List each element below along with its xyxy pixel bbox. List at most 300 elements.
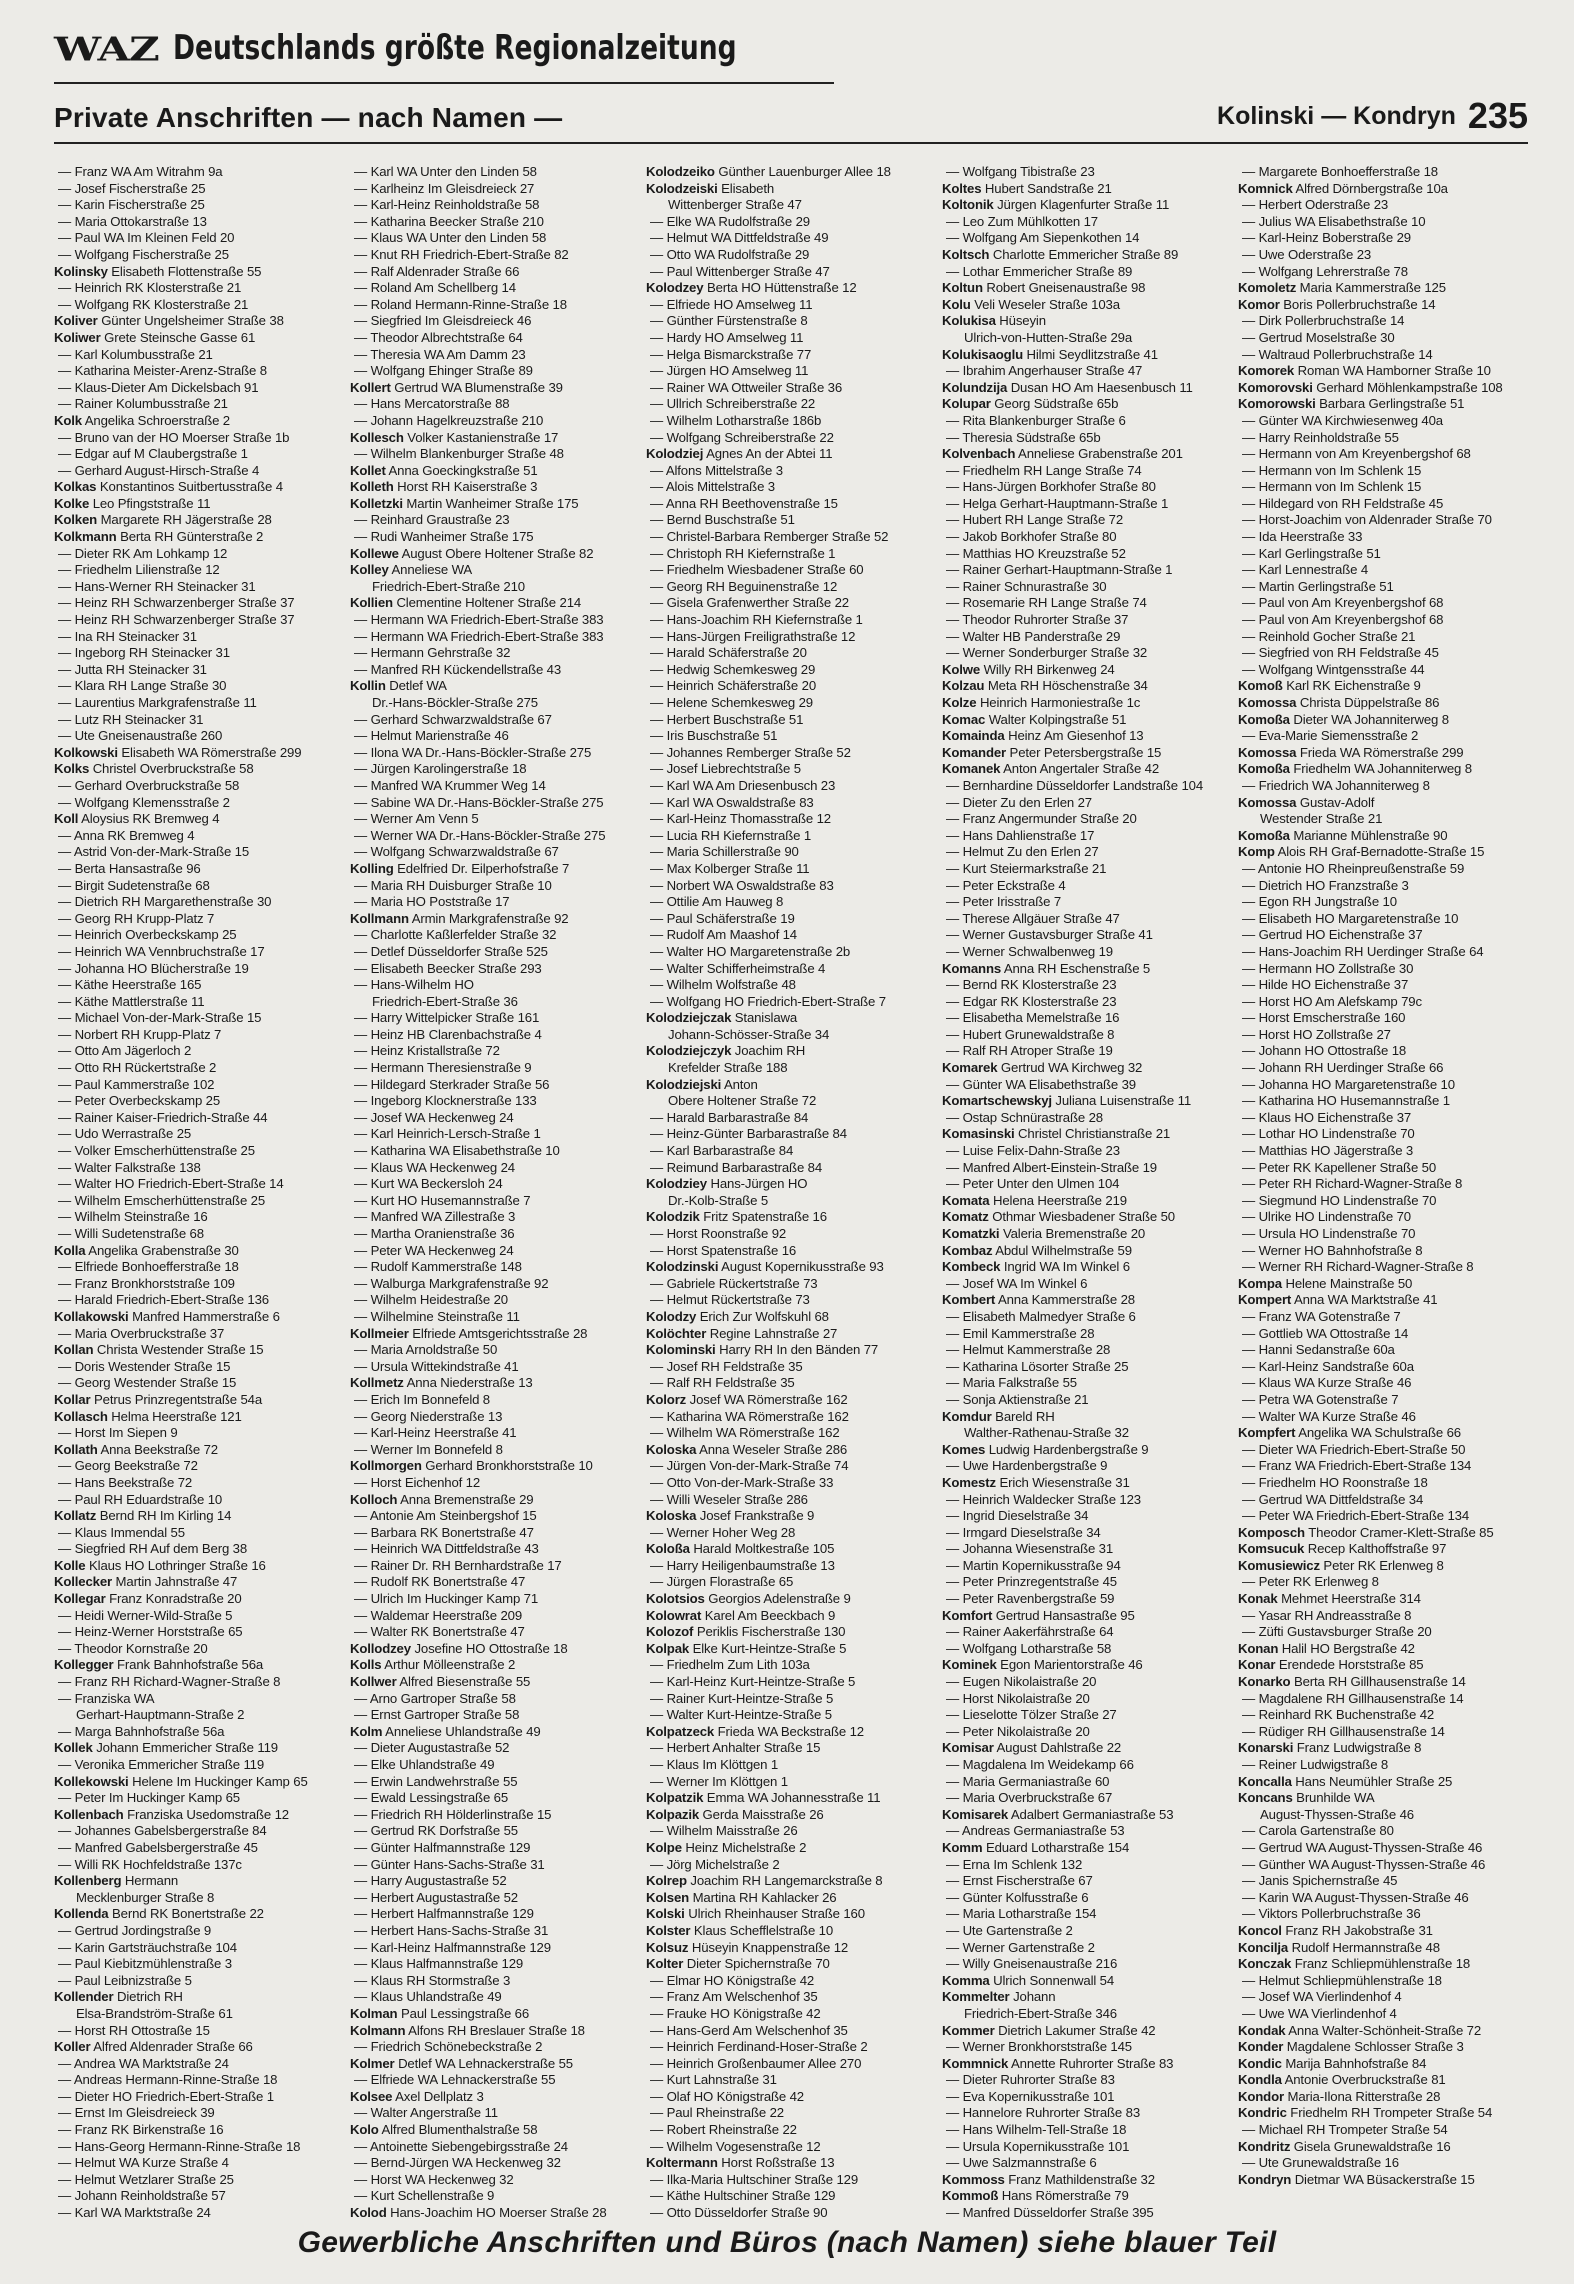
- listing-entry: [54, 1574, 344, 1591]
- listing-entry: — Barbara RK Bonertstraße 47: [350, 1525, 640, 1542]
- listing-entry: [350, 463, 640, 480]
- listing-entry: [646, 1176, 936, 1193]
- listing-entry: — Hermann Gehrstraße 32: [350, 645, 640, 662]
- listing-entry: — Rainer Kurt-Heintze-Straße 5: [646, 1691, 936, 1708]
- surname: Kolks: [54, 761, 90, 777]
- listing-entry: — Hildegard von RH Feldstraße 45: [1238, 496, 1528, 513]
- listing-entry: [350, 1492, 640, 1509]
- listing-entry: [942, 662, 1232, 679]
- entry-detail: Martina RH Kahlacker 26: [692, 1889, 837, 1905]
- listing-entry: [54, 1873, 344, 1890]
- listing-entry: — Dieter Augustastraße 52: [350, 1740, 640, 1757]
- listing-entry: — Franz WA Gotenstraße 7: [1238, 1309, 1528, 1326]
- listing-entry: — Wolfgang RK Klosterstraße 21: [54, 297, 344, 314]
- entry-detail: Franziska Usedomstraße 12: [127, 1806, 289, 1822]
- listing-entry: — Horst HO Am Alefskamp 79c: [1238, 994, 1528, 1011]
- listing-entry: — Harald Barbarastraße 84: [646, 1110, 936, 1127]
- listing-entry: — Johanna HO Margaretenstraße 10: [1238, 1077, 1528, 1094]
- entry-detail: Josef Frankstraße 9: [699, 1508, 815, 1524]
- listing-entry: [646, 181, 936, 198]
- listing-entry: — Helmut Rückertstraße 73: [646, 1292, 936, 1309]
- listing-entry: — Klaus-Dieter Am Dickelsbach 91: [54, 380, 344, 397]
- surname: Komp: [1238, 844, 1275, 860]
- listing-entry: — Helene Schemkesweg 29: [646, 695, 936, 712]
- listing-entry: — Günter WA Kirchwiesenweg 40a: [1238, 413, 1528, 430]
- listing-entry: [646, 1392, 936, 1409]
- listing-entry: — Bernd RK Klosterstraße 23: [942, 977, 1232, 994]
- listing-entry: [942, 1442, 1232, 1459]
- listing-entry: — Magdalene RH Gillhausenstraße 14: [1238, 1691, 1528, 1708]
- listing-entry: — Karl WA Oswaldstraße 83: [646, 795, 936, 812]
- listing-entry: — Maria RH Duisburger Straße 10: [350, 878, 640, 895]
- surname: Koloska: [646, 1441, 697, 1457]
- listing-entry: [646, 1608, 936, 1625]
- surname: Kollakowski: [54, 1308, 129, 1324]
- listing-entry: — Hans-Werner RH Steinacker 31: [54, 579, 344, 596]
- listing-entry: — Hannelore Ruhrorter Straße 83: [942, 2105, 1232, 2122]
- listing-entry: — Ralf Aldenrader Straße 66: [350, 264, 640, 281]
- listing-entry: — Johannes Gabelsbergerstraße 84: [54, 1823, 344, 1840]
- listing-entry: — Willi RK Hochfeldstraße 137c: [54, 1857, 344, 1874]
- listing-entry: [54, 479, 344, 496]
- listing-entry: [54, 496, 344, 513]
- entry-detail: Anna Walter-Schönheit-Straße 72: [1288, 2022, 1482, 2038]
- listing-entry: — Harald Schäferstraße 20: [646, 645, 936, 662]
- listing-entry: — Horst-Joachim von Aldenrader Straße 70: [1238, 512, 1528, 529]
- listing-entry: — Friedhelm Zum Lith 103a: [646, 1657, 936, 1674]
- entry-detail: Marianne Mühlenstraße 90: [1293, 827, 1448, 843]
- surname: Konak: [1238, 1591, 1278, 1607]
- listing-entry: — Waldemar Heerstraße 209: [350, 1608, 640, 1625]
- listing-entry: — Peter WA Heckenweg 24: [350, 1243, 640, 1260]
- listing-entry: [1238, 678, 1528, 695]
- listing-entry: — Bernd-Jürgen WA Heckenweg 32: [350, 2155, 640, 2172]
- listing-entry: — Gertrud Moselstraße 30: [1238, 330, 1528, 347]
- listing-entry: — Helmut Wetzlarer Straße 25: [54, 2172, 344, 2189]
- listing-entry: [942, 1292, 1232, 1309]
- listing-entry: — Hans-Joachim RH Kiefernstraße 1: [646, 612, 936, 629]
- listing-column-1: [54, 164, 344, 2221]
- listing-entry: — Paul RH Eduardstraße 10: [54, 1492, 344, 1509]
- surname: Kolmann: [350, 2022, 406, 2038]
- listing-entry: [646, 1840, 936, 1857]
- listing-entry: [350, 2006, 640, 2023]
- listing-entry: — Franz RH Richard-Wagner-Straße 8: [54, 1674, 344, 1691]
- listing-entry: — Ina RH Steinacker 31: [54, 629, 344, 646]
- surname: Kolod: [350, 2205, 387, 2221]
- listing-entry: [1238, 1425, 1528, 1442]
- surname: Kolotsios: [646, 1591, 705, 1607]
- surname: Komorek: [1238, 363, 1295, 379]
- listing-entry: — Katharina WA Römerstraße 162: [646, 1409, 936, 1426]
- listing-entry: — Karlheinz Im Gleisdreieck 27: [350, 181, 640, 198]
- listing-entry: — Erwin Landwehrstraße 55: [350, 1774, 640, 1791]
- entry-detail: Mehmet Heerstraße 314: [1281, 1591, 1421, 1607]
- surname: Kolle: [54, 1557, 86, 1573]
- listing-entry: [646, 1906, 936, 1923]
- listing-entry: — Ernst Gartroper Straße 58: [350, 1707, 640, 1724]
- listing-entry: — Ilka-Maria Hultschiner Straße 129: [646, 2172, 936, 2189]
- listing-entry: — Heinrich Schäferstraße 20: [646, 678, 936, 695]
- surname: Kolzau: [942, 678, 985, 694]
- listing-entry: — Harry Wittelpicker Straße 161: [350, 1010, 640, 1027]
- listing-entry: [350, 1674, 640, 1691]
- listing-entry: — Rainer Schnurastraße 30: [942, 579, 1232, 596]
- entry-detail: Anna Bremenstraße 29: [400, 1491, 534, 1507]
- listing-entry: — Manfred Düsseldorfer Straße 395: [942, 2205, 1232, 2222]
- listing-entry: — Christel-Barbara Remberger Straße 52: [646, 529, 936, 546]
- listing-entry: [1238, 795, 1528, 812]
- surname: Kollwer: [350, 1674, 397, 1690]
- listing-entry: — Karl Barbarastraße 84: [646, 1143, 936, 1160]
- listing-entry: [942, 2056, 1232, 2073]
- surname: Kolmer: [350, 2055, 395, 2071]
- listing-entry: [646, 1077, 936, 1094]
- listing-entry: — Katharina Lösorter Straße 25: [942, 1359, 1232, 1376]
- listing-entry: [1238, 280, 1528, 297]
- entry-detail: Axel Dellplatz 3: [395, 2088, 484, 2104]
- entry-detail: Christel Christianstraße 21: [1018, 1126, 1171, 1142]
- listing-entry: — Hans-Georg Hermann-Rinne-Straße 18: [54, 2139, 344, 2156]
- surname: Kollmetz: [350, 1375, 404, 1391]
- listing-entry: [1238, 712, 1528, 729]
- surname: Komander: [942, 744, 1007, 760]
- surname: Koltun: [942, 280, 983, 296]
- listing-entry: — Heinz Kristallstraße 72: [350, 1043, 640, 1060]
- listing-entry: — Petra WA Gotenstraße 7: [1238, 1392, 1528, 1409]
- entry-detail: Anna Goeckingkstraße 51: [388, 462, 538, 478]
- listing-entry: [1238, 2089, 1528, 2106]
- surname: Kompa: [1238, 1275, 1282, 1291]
- listing-entry: — Ulrike HO Lindenstraße 70: [1238, 1209, 1528, 1226]
- listing-entry: [1238, 1292, 1528, 1309]
- listing-entry: — Peter Unter den Ulmen 104: [942, 1176, 1232, 1193]
- listing-entry: [646, 1259, 936, 1276]
- listing-entry: [350, 1641, 640, 1658]
- entry-detail: Günter Ungelsheimer Straße 38: [101, 313, 284, 329]
- listing-entry: — Peter RH Richard-Wagner-Straße 8: [1238, 1176, 1528, 1193]
- listing-entry: [54, 2039, 344, 2056]
- listing-entry: — Maria Schillerstraße 90: [646, 844, 936, 861]
- entry-detail: Helma Heerstraße 121: [111, 1408, 242, 1424]
- entry-detail: Alois RH Graf-Bernadotte-Straße 15: [1277, 844, 1485, 860]
- entry-detail: Abdul Wilhelmstraße 59: [995, 1242, 1132, 1258]
- surname: Kollek: [54, 1740, 93, 1756]
- surname: Kollar: [54, 1391, 91, 1407]
- listing-entry: [646, 446, 936, 463]
- surname: Kolkowski: [54, 744, 118, 760]
- surname: Kolodziejczak: [646, 1010, 732, 1026]
- listing-entry: — Züfti Gustavsburger Straße 20: [1238, 1624, 1528, 1641]
- entry-detail: Edelfried Dr. Eilperhofstraße 7: [397, 860, 570, 876]
- surname: Kolley: [350, 562, 389, 578]
- listing-entry: — Heinrich Overbeckskamp 25: [54, 927, 344, 944]
- listing-entry: [1238, 2056, 1528, 2073]
- listing-entry: — Karin Gartsträuchstraße 104: [54, 1940, 344, 1957]
- listing-entry: — Herbert Anhalter Straße 15: [646, 1740, 936, 1757]
- entry-detail: Angelika Schroerstraße 2: [84, 412, 230, 428]
- surname: Kolski: [646, 1906, 685, 1922]
- listing-entry: Friedrich-Ebert-Straße 210: [372, 578, 525, 594]
- listing-entry: — Uwe Salzmannstraße 6: [942, 2155, 1232, 2172]
- surname: Kolodziey: [646, 1176, 707, 1192]
- surname: Kolo: [350, 2122, 379, 2138]
- entry-detail: Dusan HO Am Haesenbusch 11: [1010, 379, 1193, 395]
- entry-detail: Hans Neumühler Straße 25: [1295, 1773, 1453, 1789]
- entry-detail: Erich Zur Wolfskuhl 68: [699, 1308, 829, 1324]
- surname: Kolodzeiko: [646, 164, 715, 179]
- listing-entry: — Walter Falkstraße 138: [54, 1160, 344, 1177]
- listing-entry: — Lieselotte Tölzer Straße 27: [942, 1707, 1232, 1724]
- listing-entry: — Otto Düsseldorfer Straße 90: [646, 2205, 936, 2222]
- entry-detail: Veli Weseler Straße 103a: [974, 296, 1120, 312]
- listing-entry: [1238, 828, 1528, 845]
- listing-entry: — Jürgen Florastraße 65: [646, 1574, 936, 1591]
- listing-entry: [1238, 1790, 1528, 1807]
- listing-entry: — Hans-Wilhelm HO: [350, 977, 640, 994]
- listing-entry: — Knut RH Friedrich-Ebert-Straße 82: [350, 247, 640, 264]
- listing-entry: — Lothar Emmericher Straße 89: [942, 264, 1232, 281]
- entry-detail: Johann: [1013, 1989, 1056, 2005]
- entry-detail: Harry RH In den Bänden 77: [719, 1342, 879, 1358]
- listing-entry: Dr.-Kolb-Straße 5: [668, 1192, 769, 1208]
- surname: Konder: [1238, 2039, 1284, 2055]
- listing-entry: — Heinz HB Clarenbachstraße 4: [350, 1027, 640, 1044]
- listing-entry: [1238, 181, 1528, 198]
- listing-entry: — Olaf HO Königstraße 42: [646, 2089, 936, 2106]
- surname: Kompert: [1238, 1292, 1292, 1308]
- listing-entry: — Maria Lotharstraße 154: [942, 1906, 1232, 1923]
- entry-detail: Ingrid WA Im Winkel 6: [1003, 1259, 1130, 1275]
- listing-entry: — Rainer Aakerfährstraße 64: [942, 1624, 1232, 1641]
- listing-entry: [350, 496, 640, 513]
- listing-entry: [646, 1890, 936, 1907]
- listing-entry: — Peter RK Erlenweg 8: [1238, 1574, 1528, 1591]
- surname: Koltsch: [942, 246, 990, 262]
- listing-entry: — Ostap Schnürastraße 28: [942, 1110, 1232, 1127]
- listing-entry: — Karl Kolumbusstraße 21: [54, 347, 344, 364]
- entry-detail: Günther Lauenburger Allee 18: [718, 164, 891, 179]
- listing-entry: [54, 1392, 344, 1409]
- listing-entry: [54, 1508, 344, 1525]
- listing-entry: — Herbert Augustastraße 52: [350, 1890, 640, 1907]
- listing-entry: — Elke WA Rudolfstraße 29: [646, 214, 936, 231]
- entry-detail: Georg Südstraße 65b: [994, 396, 1119, 412]
- surname: Komsucuk: [1238, 1541, 1305, 1557]
- listing-entry: [1238, 761, 1528, 778]
- listing-entry: [942, 396, 1232, 413]
- listing-entry: — Gertrud RK Dorfstraße 55: [350, 1823, 640, 1840]
- entry-detail: Karel Am Beeckbach 9: [704, 1607, 836, 1623]
- listing-entry: — Walter HO Margaretenstraße 2b: [646, 944, 936, 961]
- surname: Komm: [942, 1839, 983, 1855]
- masthead-rule: [54, 82, 834, 84]
- entry-detail: Maria-Ilona Ritterstraße 28: [1287, 2088, 1441, 2104]
- listing-entry: Mecklenburger Straße 8: [76, 1889, 215, 1905]
- listing-entry: [54, 1740, 344, 1757]
- listing-entry: — Emil Kammerstraße 28: [942, 1326, 1232, 1343]
- listing-entry: — Wilhelm Heidestraße 20: [350, 1292, 640, 1309]
- entry-detail: Hubert Sandstraße 21: [984, 180, 1112, 196]
- surname: Kollath: [54, 1441, 98, 1457]
- listing-entry: — Paul Schäferstraße 19: [646, 911, 936, 928]
- entry-detail: Jürgen Klagenfurter Straße 11: [997, 197, 1170, 213]
- listing-entry: — Ullrich Schreiberstraße 22: [646, 396, 936, 413]
- listing-entry: [646, 1442, 936, 1459]
- listing-entry: [942, 1226, 1232, 1243]
- listing-entry: — Norbert RH Krupp-Platz 7: [54, 1027, 344, 1044]
- listing-entry: — Hardy HO Amselweg 11: [646, 330, 936, 347]
- listing-entry: — Peter RK Kapellener Straße 50: [1238, 1160, 1528, 1177]
- listing-entry: [350, 2056, 640, 2073]
- listing-entry: — Georg Beekstraße 72: [54, 1458, 344, 1475]
- entry-detail: Stanislawa: [734, 1010, 798, 1026]
- surname: Kolundzija: [942, 379, 1008, 395]
- entry-detail: Aloysius RK Bremweg 4: [81, 811, 220, 827]
- listing-entry: [350, 479, 640, 496]
- surname: Komoß: [1238, 678, 1283, 694]
- surname: Kolominski: [646, 1342, 716, 1358]
- entry-detail: Anna Kammerstraße 28: [997, 1292, 1135, 1308]
- entry-detail: Karl RK Eichenstraße 9: [1286, 678, 1421, 694]
- listing-entry: — Horst Roonstraße 92: [646, 1226, 936, 1243]
- listing-entry: — Heinrich Ferdinand-Hoser-Straße 2: [646, 2039, 936, 2056]
- listing-entry: — Gottlieb WA Ottostraße 14: [1238, 1326, 1528, 1343]
- listing-entry: [54, 811, 344, 828]
- listing-entry: — Günter Kolfusstraße 6: [942, 1890, 1232, 1907]
- listing-entry: — Friedrich Schönebeckstraße 2: [350, 2039, 640, 2056]
- listing-entry: [942, 1840, 1232, 1857]
- listing-entry: — Manfred Gabelsbergerstraße 45: [54, 1840, 344, 1857]
- entry-detail: Bernd RH Im Kirling 14: [99, 1508, 232, 1524]
- listing-entry: — Walter Kurt-Heintze-Straße 5: [646, 1707, 936, 1724]
- listing-entry: — Ernst Fischerstraße 67: [942, 1873, 1232, 1890]
- listing-entry: — Wolfgang Lotharstraße 58: [942, 1641, 1232, 1658]
- listing-entry: [1238, 2172, 1528, 2189]
- listing-entry: — Hedwig Schemkesweg 29: [646, 662, 936, 679]
- listing-entry: Krefelder Straße 188: [668, 1060, 788, 1076]
- listing-entry: — Marga Bahnhofstraße 56a: [54, 1724, 344, 1741]
- surname: Komarek: [942, 1060, 998, 1076]
- entry-detail: Anneliese Uhlandstraße 49: [385, 1723, 541, 1739]
- surname: Kommoß: [942, 2188, 999, 2204]
- entry-detail: Hans-Joachim HO Moerser Straße 28: [390, 2205, 607, 2221]
- listing-entry: [646, 1923, 936, 1940]
- entry-detail: Bernd RK Bonertstraße 22: [112, 1906, 264, 1922]
- listing-entry: — Veronika Emmericher Straße 119: [54, 1757, 344, 1774]
- listing-entry: [350, 1657, 640, 1674]
- listing-entry: — Friedhelm RH Lange Straße 74: [942, 463, 1232, 480]
- listing-entry: [942, 1243, 1232, 1260]
- entry-detail: Gerhard Möhlenkampstraße 108: [1316, 379, 1503, 395]
- listing-entry: — Sabine WA Dr.-Hans-Böckler-Straße 275: [350, 795, 640, 812]
- listing-entry: — Margarete Bonhoefferstraße 18: [1238, 164, 1528, 181]
- entry-detail: Annette Ruhrorter Straße 83: [1011, 2055, 1174, 2071]
- listing-entry: — Erna Im Schlenk 132: [942, 1857, 1232, 1874]
- listing-entry: — Paul von Am Kreyenbergshof 68: [1238, 612, 1528, 629]
- listing-entry: — Wolfgang Ehinger Straße 89: [350, 363, 640, 380]
- listing-entry: [942, 1193, 1232, 1210]
- entry-detail: Franz Konradstraße 20: [109, 1591, 242, 1607]
- entry-detail: Martin Wanheimer Straße 175: [406, 495, 579, 511]
- listing-entry: — Christoph RH Kiefernstraße 1: [646, 546, 936, 563]
- listing-entry: — Max Kolberger Straße 11: [646, 861, 936, 878]
- listing-entry: [646, 1508, 936, 1525]
- listing-entry: — Matthias HO Jägerstraße 3: [1238, 1143, 1528, 1160]
- listing-entry: [942, 2023, 1232, 2040]
- surname: Kolling: [350, 860, 394, 876]
- listing-entry: [1238, 1740, 1528, 1757]
- section-title: Private Anschriften — nach Namen —: [54, 102, 563, 133]
- entry-detail: Meta RH Höschenstraße 34: [987, 678, 1148, 694]
- surname: Komoßa: [1238, 761, 1290, 777]
- surname: Kolvenbach: [942, 446, 1016, 462]
- listing-entry: [942, 1740, 1232, 1757]
- listing-entry: — Ilona WA Dr.-Hans-Böckler-Straße 275: [350, 745, 640, 762]
- listing-entry: [1238, 1558, 1528, 1575]
- listing-entry: — Franz WA Am Witrahm 9a: [54, 164, 344, 181]
- entry-detail: Dietmar WA Büsackerstraße 15: [1294, 2171, 1475, 2187]
- entry-detail: Paul Lessingstraße 66: [400, 2005, 530, 2021]
- listing-entry: — Lutz RH Steinacker 31: [54, 712, 344, 729]
- listing-entry: [54, 1657, 344, 1674]
- listing-entry: — Käthe Heerstraße 165: [54, 977, 344, 994]
- listing-entry: — Johann Reinholdstraße 57: [54, 2188, 344, 2205]
- listing-entry: — Friedhelm HO Roonstraße 18: [1238, 1475, 1528, 1492]
- listing-entry: — Gabriele Rückertstraße 73: [646, 1276, 936, 1293]
- entry-detail: Hermann: [124, 1873, 179, 1889]
- listing-entry: — Otto Am Jägerloch 2: [54, 1043, 344, 1060]
- listing-entry: — Manfred WA Krummer Weg 14: [350, 778, 640, 795]
- entry-detail: Frank Bahnhofstraße 56a: [116, 1657, 264, 1673]
- listing-entry: — Georg Westender Straße 15: [54, 1375, 344, 1392]
- entry-detail: Franz RH Jakobstraße 31: [1285, 1922, 1433, 1938]
- listing-entry: — Wolfgang Wintgensstraße 44: [1238, 662, 1528, 679]
- listing-entry: — Josef Liebrechtstraße 5: [646, 761, 936, 778]
- surname: Kolorz: [646, 1391, 687, 1407]
- listing-entry: — Elfriede WA Lehnackerstraße 55: [350, 2072, 640, 2089]
- entry-detail: Berta HO Hüttenstraße 12: [706, 280, 857, 296]
- entry-detail: Clementine Holtener Straße 214: [396, 595, 582, 611]
- listing-entry: [54, 1591, 344, 1608]
- listing-entry: — Elisabeth Beecker Straße 293: [350, 961, 640, 978]
- surname: Konarko: [1238, 1674, 1291, 1690]
- listing-entry: [350, 2023, 640, 2040]
- listing-entry: — Hubert Grunewaldstraße 8: [942, 1027, 1232, 1044]
- listing-entry: — Hermann von Am Kreyenbergshof 68: [1238, 446, 1528, 463]
- listing-entry: — Theodor Ruhrorter Straße 37: [942, 612, 1232, 629]
- surname: Kollmann: [350, 910, 409, 926]
- listing-entry: — Jörg Michelstraße 2: [646, 1857, 936, 1874]
- entry-detail: Arthur Mölleenstraße 2: [384, 1657, 516, 1673]
- listing-entry: — Roland Am Schellberg 14: [350, 280, 640, 297]
- listing-entry: — Rudolf Am Maashof 14: [646, 927, 936, 944]
- listing-entry: — Ursula Wittekindstraße 41: [350, 1359, 640, 1376]
- listing-entry: — Elisabeth HO Margaretenstraße 10: [1238, 911, 1528, 928]
- surname: Kolman: [350, 2005, 398, 2021]
- listing-entry: [942, 181, 1232, 198]
- listing-entry: — Andreas Hermann-Rinne-Straße 18: [54, 2072, 344, 2089]
- entry-detail: Dietrich Lakumer Straße 42: [998, 2022, 1156, 2038]
- listing-entry: — Yasar RH Andreasstraße 8: [1238, 1608, 1528, 1625]
- listing-entry: — Wolfgang Tibistraße 23: [942, 164, 1232, 181]
- surname: Komes: [942, 1441, 986, 1457]
- listing-entry: [54, 512, 344, 529]
- surname: Komnick: [1238, 180, 1293, 196]
- listing-entry: — Berta Hansastraße 96: [54, 861, 344, 878]
- entry-detail: Josefine HO Ottostraße 18: [414, 1640, 568, 1656]
- surname: Kollien: [350, 595, 393, 611]
